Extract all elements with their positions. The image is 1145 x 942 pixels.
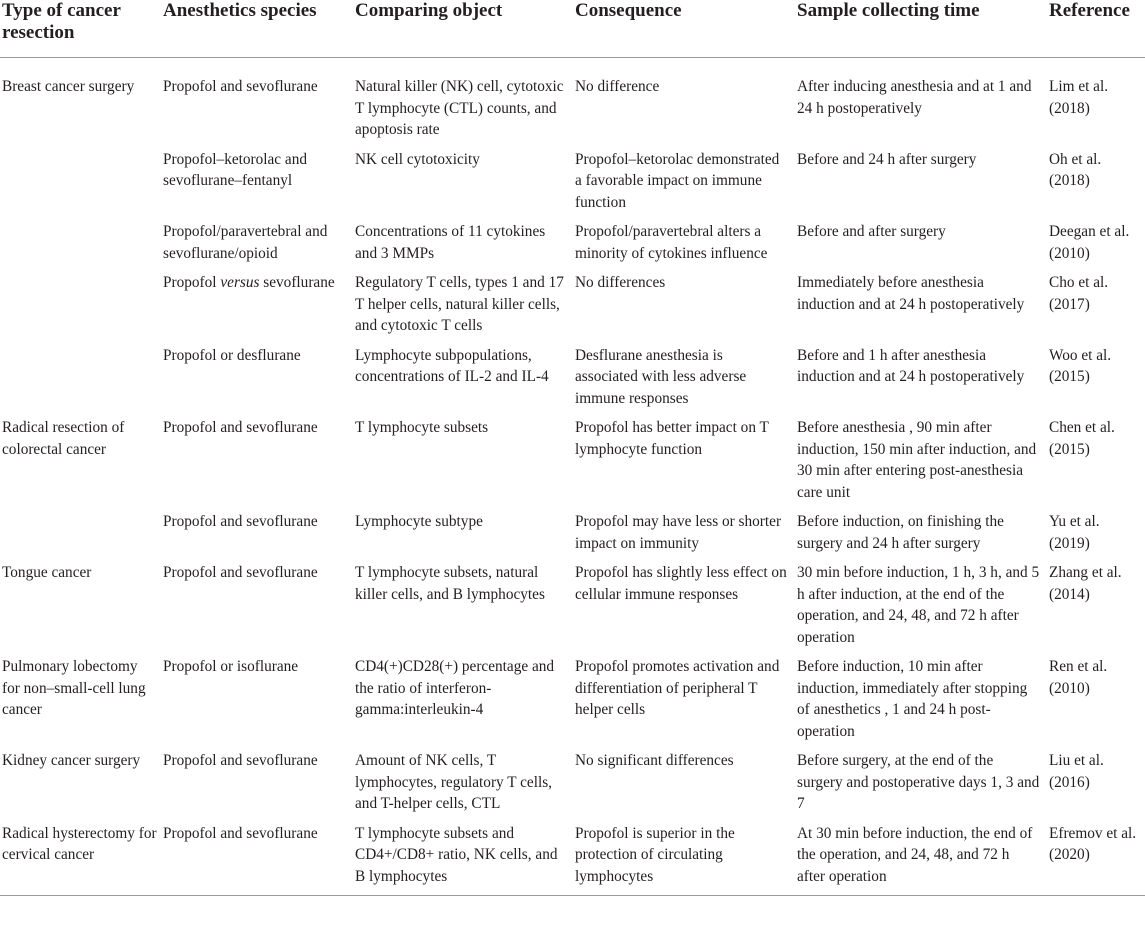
header-consequence: Consequence xyxy=(575,0,682,21)
cell-time: Before induction, 10 min after induction, immediately after stopping of anesthetics , 1 and 24 h post-operation xyxy=(797,658,1028,740)
cell-object: T lymphocyte subsets xyxy=(355,419,489,436)
anesthetics-text: Propofol xyxy=(163,274,221,291)
cell-type xyxy=(0,503,163,554)
cell-consequence: Propofol is superior in the protection of circulating lymphocytes xyxy=(575,824,735,885)
cell-type: Radical hysterectomy for cervical cancer xyxy=(2,824,157,863)
cell-object: T lymphocyte subsets and CD4+/CD8+ ratio, NK cells, and B lymphocytes xyxy=(355,824,558,885)
cell-type: Tongue cancer xyxy=(2,564,92,581)
cell-time: Before and after surgery xyxy=(797,223,946,240)
cell-anesthetics xyxy=(163,264,353,337)
header-reference: Reference xyxy=(1049,0,1130,21)
cell-time: At 30 min before induction, the end of the operation, and 24, 48, and 72 h after operation xyxy=(797,824,1033,885)
cell-object: Lymphocyte subtype xyxy=(355,513,483,530)
cell-time: After inducing anesthesia and at 1 and 24 h postoperatively xyxy=(797,78,1032,117)
cell-consequence: No difference xyxy=(575,78,660,95)
header-time: Sample collecting time xyxy=(797,0,980,21)
cell-reference: Ren et al. (2010) xyxy=(1049,658,1108,697)
cell-type xyxy=(0,337,163,410)
cell-consequence: No significant differences xyxy=(575,752,734,769)
cell-time: Before and 1 h after anesthesia induction and at 24 h postoperatively xyxy=(797,346,1025,385)
cell-anesthetics: Propofol/paravertebral and sevoflurane/opioid xyxy=(163,223,328,262)
table-row xyxy=(0,815,1145,896)
cell-object: Regulatory T cells, types 1 and 17 T helper cells, natural killer cells, and cytotoxic T cells xyxy=(355,274,564,334)
cell-time: 30 min before induction, 1 h, 3 h, and 5 h after induction, at the end of the operation, and 24, 48, and 72 h after operation xyxy=(797,564,1040,646)
table-row xyxy=(0,213,1145,264)
cell-reference: Efremov et al. (2020) xyxy=(1049,824,1137,863)
header-object: Comparing object xyxy=(355,0,503,21)
cell-object: Concentrations of 11 cytokines and 3 MMPs xyxy=(355,223,546,262)
cell-anesthetics: Propofol or desflurane xyxy=(163,346,301,364)
cell-type: Radical resection of colorectal cancer xyxy=(2,419,125,458)
cell-object: T lymphocyte subsets, natural killer cells, and B lymphocytes xyxy=(355,564,545,603)
anesthetics-text: sevoflurane xyxy=(259,274,335,291)
cell-consequence: Propofol promotes activation and differentiation of peripheral T helper cells xyxy=(575,658,780,718)
cell-consequence: Propofol/paravertebral alters a minority of cytokines influence xyxy=(575,223,768,262)
anesthetics-emphasis: versus xyxy=(220,274,260,291)
cell-anesthetics: Propofol and sevoflurane xyxy=(163,78,318,95)
cell-type: Breast cancer surgery xyxy=(2,78,135,95)
cell-reference: Liu et al. (2016) xyxy=(1049,752,1104,791)
cell-type xyxy=(0,141,163,214)
cell-type: Pulmonary lobectomy for non–small-cell lung cancer xyxy=(2,658,146,718)
table-row xyxy=(0,58,1145,141)
cell-object: Lymphocyte subpopulations, concentrations of IL-2 and IL-4 xyxy=(355,346,549,385)
cell-reference: Zhang et al. (2014) xyxy=(1049,564,1122,603)
cell-consequence: Desflurane anesthesia is associated with less adverse immune responses xyxy=(575,346,747,407)
cell-time: Before and 24 h after surgery xyxy=(797,150,977,168)
cell-time: Immediately before anesthesia induction and at 24 h postoperatively xyxy=(797,274,1025,313)
cell-reference: Oh et al. (2018) xyxy=(1049,150,1102,189)
cell-object: Natural killer (NK) cell, cytotoxic T lymphocyte (CTL) counts, and apoptosis rate xyxy=(355,78,564,138)
cell-consequence: Propofol may have less or shorter impact on immunity xyxy=(575,513,782,552)
table-row xyxy=(0,409,1145,503)
cell-reference: Cho et al. (2017) xyxy=(1049,274,1109,313)
cell-object: CD4(+)CD28(+) percentage and the ratio of interferon-gamma:interleukin-4 xyxy=(355,658,555,718)
table-row xyxy=(0,264,1145,337)
cell-reference: Lim et al. (2018) xyxy=(1049,78,1109,117)
cell-reference: Yu et al. (2019) xyxy=(1049,513,1100,552)
cell-consequence: Propofol–ketorolac demonstrated a favorable impact on immune function xyxy=(575,150,780,211)
cell-object: NK cell cytotoxicity xyxy=(355,150,480,168)
cell-anesthetics: Propofol and sevoflurane xyxy=(163,419,318,436)
table-row xyxy=(0,742,1145,815)
table-row xyxy=(0,648,1145,742)
header-type: Type of cancer resection xyxy=(2,0,121,43)
cell-anesthetics: Propofol–ketorolac and sevoflurane–fentanyl xyxy=(163,150,308,189)
table-row xyxy=(0,337,1145,410)
table-row xyxy=(0,554,1145,648)
cell-consequence: No differences xyxy=(575,274,666,291)
cell-consequence: Propofol has slightly less effect on cellular immune responses xyxy=(575,564,787,603)
cell-time: Before surgery, at the end of the surgery and postoperative days 1, 3 and 7 xyxy=(797,752,1040,812)
table-row xyxy=(0,503,1145,554)
cell-reference: Woo et al. (2015) xyxy=(1049,346,1112,385)
cell-type: Kidney cancer surgery xyxy=(2,752,141,769)
cell-reference: Deegan et al. (2010) xyxy=(1049,223,1130,262)
table-row xyxy=(0,141,1145,214)
table-header-row xyxy=(0,0,1145,58)
cell-type xyxy=(0,213,163,264)
cell-time: Before induction, on finishing the surgery and 24 h after surgery xyxy=(797,513,1004,552)
cell-anesthetics: Propofol and sevoflurane xyxy=(163,824,318,842)
cell-anesthetics: Propofol or isoflurane xyxy=(163,658,299,675)
cell-anesthetics: Propofol and sevoflurane xyxy=(163,752,318,769)
cell-anesthetics: Propofol and sevoflurane xyxy=(163,513,318,530)
cell-time: Before anesthesia , 90 min after induction, 150 min after induction, and 30 min after entering post-anesthesia care unit xyxy=(797,419,1037,501)
cell-anesthetics: Propofol and sevoflurane xyxy=(163,564,318,581)
cell-object: Amount of NK cells, T lymphocytes, regulatory T cells, and T-helper cells, CTL xyxy=(355,752,552,812)
cell-reference: Chen et al. (2015) xyxy=(1049,419,1115,458)
header-anesthetics: Anesthetics species xyxy=(163,0,317,21)
cell-consequence: Propofol has better impact on T lymphocyte function xyxy=(575,419,769,458)
cell-type xyxy=(0,264,163,337)
